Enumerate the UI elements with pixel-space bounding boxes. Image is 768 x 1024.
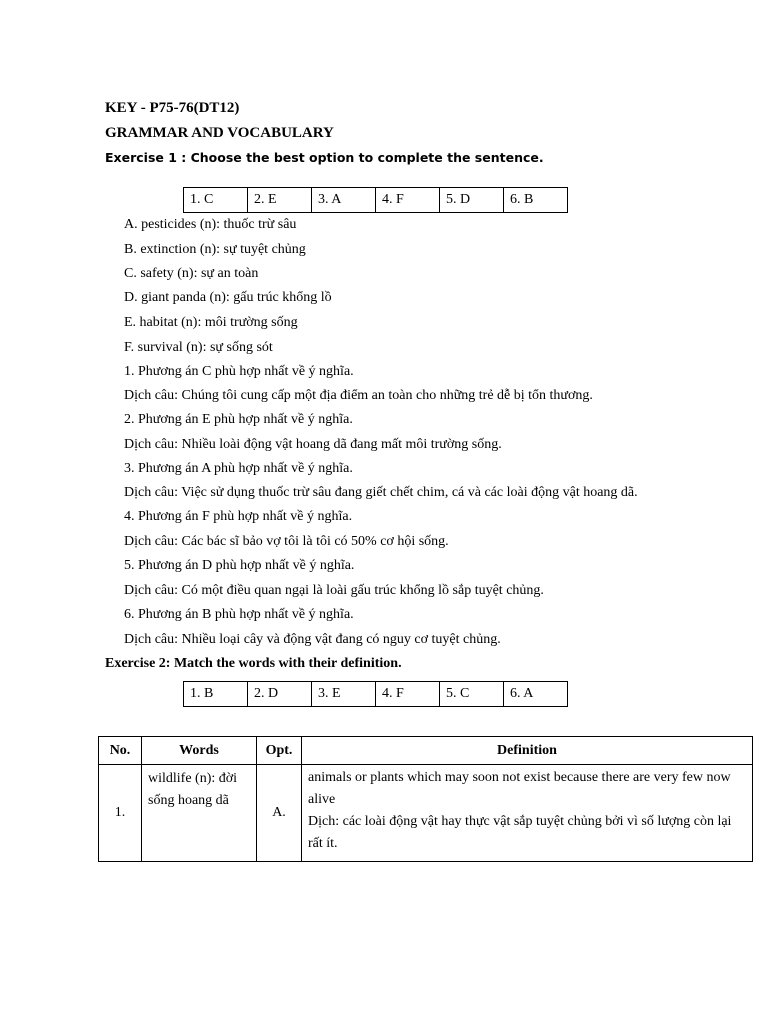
exercise-2-heading: Exercise 2: Match the words with their definition. <box>105 656 402 671</box>
doc-title-section: GRAMMAR AND VOCABULARY <box>105 125 334 141</box>
answer-cell: 2. E <box>248 188 312 213</box>
column-header-words: Words <box>142 737 257 765</box>
answer-cell: 1. B <box>184 682 248 707</box>
vocab-line: D. giant panda (n): gấu trúc khổng lồ <box>124 290 332 305</box>
answer-cell: 5. D <box>440 188 504 213</box>
explanation-line: 2. Phương án E phù hợp nhất về ý nghĩa. <box>124 412 353 427</box>
column-header-definition: Definition <box>302 737 753 765</box>
answer-cell: 4. F <box>376 682 440 707</box>
vocab-line: F. survival (n): sự sống sót <box>124 340 273 355</box>
answer-cell: 4. F <box>376 188 440 213</box>
row-word: wildlife (n): đời sống hoang dã <box>142 765 257 862</box>
answer-cell: 2. D <box>248 682 312 707</box>
row-definition <box>302 765 753 862</box>
answer-cell: 6. B <box>504 188 568 213</box>
row-number: 1. <box>99 765 142 862</box>
translation-line: Dịch câu: Nhiều loài động vật hoang dã đang mất môi trường sống. <box>124 437 502 452</box>
translation-line: Dịch câu: Chúng tôi cung cấp một địa điểm an toàn cho những trẻ dễ bị tổn thương. <box>124 388 593 403</box>
vocab-line: B. extinction (n): sự tuyệt chủng <box>124 242 306 257</box>
row-option: A. <box>257 765 302 862</box>
translation-line: Dịch câu: Các bác sĩ bảo vợ tôi là tôi có 50% cơ hội sống. <box>124 534 449 549</box>
answer-cell: 1. C <box>184 188 248 213</box>
exercise-2-answer-table <box>183 681 568 707</box>
answer-cell: 3. A <box>312 188 376 213</box>
explanation-line: 1. Phương án C phù hợp nhất về ý nghĩa. <box>124 364 354 379</box>
table-row <box>99 765 753 862</box>
definition-table <box>98 736 753 862</box>
translation-line: Dịch câu: Nhiều loại cây và động vật đang có nguy cơ tuyệt chủng. <box>124 632 501 647</box>
answer-cell: 5. C <box>440 682 504 707</box>
answer-cell: 3. E <box>312 682 376 707</box>
vocab-line: A. pesticides (n): thuốc trừ sâu <box>124 217 297 232</box>
vocab-line: C. safety (n): sự an toàn <box>124 266 259 281</box>
explanation-line: 4. Phương án F phù hợp nhất về ý nghĩa. <box>124 509 353 524</box>
definition-table-header <box>99 737 753 765</box>
column-header-opt: Opt. <box>257 737 302 765</box>
doc-title-key: KEY - P75-76(DT12) <box>105 100 240 116</box>
column-header-no: No. <box>99 737 142 765</box>
exercise-1-heading: Exercise 1 : Choose the best option to complete the sentence. <box>105 150 544 165</box>
explanation-line: 5. Phương án D phù hợp nhất về ý nghĩa. <box>124 558 355 573</box>
explanation-line: 3. Phương án A phù hợp nhất về ý nghĩa. <box>124 461 353 476</box>
definition-english: animals or plants which may soon not exist because there are very few now alive <box>308 770 731 807</box>
translation-line: Dịch câu: Việc sử dụng thuốc trừ sâu đang giết chết chim, cá và các loài động vật hoang dã. <box>124 485 638 500</box>
exercise-1-answer-table <box>183 187 568 213</box>
answer-cell: 6. A <box>504 682 568 707</box>
vocab-line: E. habitat (n): môi trường sống <box>124 315 298 330</box>
translation-line: Dịch câu: Có một điều quan ngại là loài gấu trúc khổng lồ sắp tuyệt chủng. <box>124 583 544 598</box>
explanation-line: 6. Phương án B phù hợp nhất về ý nghĩa. <box>124 607 354 622</box>
definition-vietnamese: Dịch: các loài động vật hay thực vật sắp tuyệt chủng bởi vì số lượng còn lại rất ít. <box>308 814 732 851</box>
